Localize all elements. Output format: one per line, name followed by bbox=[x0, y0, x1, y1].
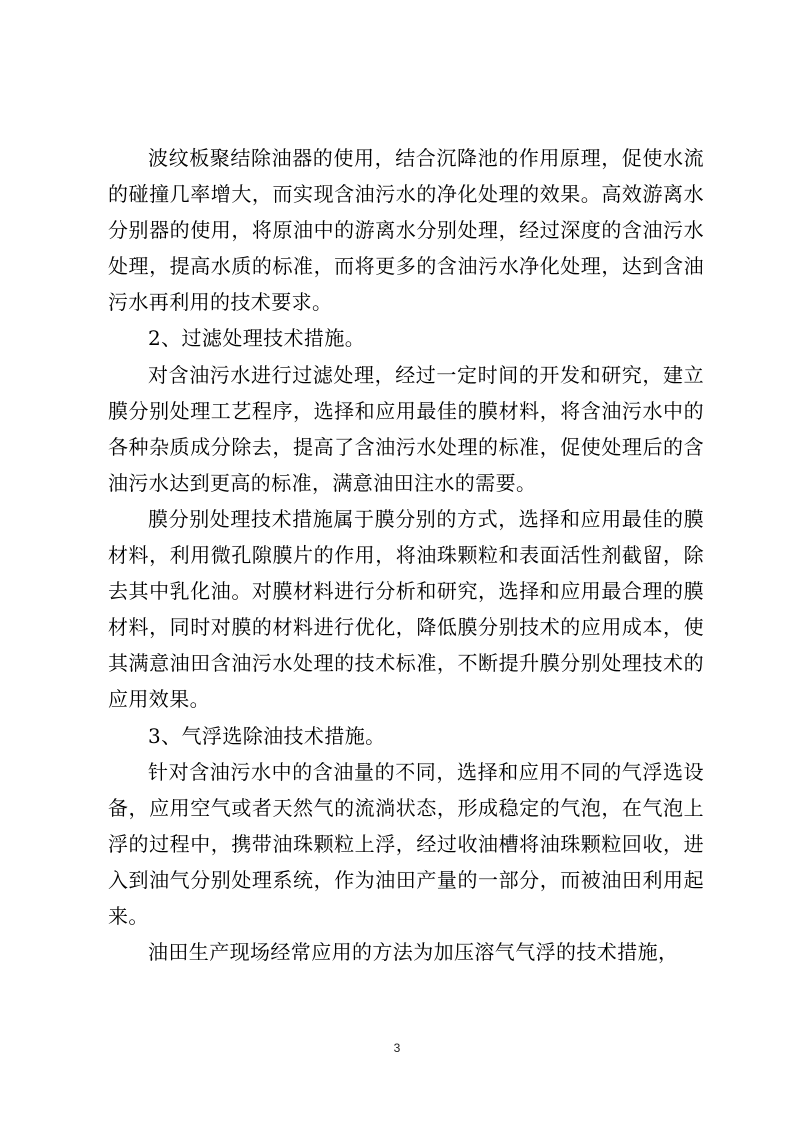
paragraph-flotation: 针对含油污水中的含油量的不同，选择和应用不同的气浮选设备，应用空气或者天然气的流淌状态，形成稳定的气泡，在气泡上浮的过程中，携带油珠颗粒上浮，经过收油槽将油珠颗粒回收，进入到油气分别处理系统，作为油田产量的一部分，而被油田利用起来。 bbox=[108, 759, 704, 928]
paragraph-pressurized-flotation: 油田生产现场经常应用的方法为加压溶气气浮的技术措施， bbox=[148, 940, 679, 965]
paragraph-membrane: 膜分别处理技术措施属于膜分别的方式，选择和应用最佳的膜材料，利用微孔隙膜片的作用，将油珠颗粒和表面活性剂截留，除去其中乳化油。对膜材料进行分析和研究，选择和应用最合理的膜材料，同时对膜的材料进行优化，降低膜分别技术的应用成本，使其满意油田含油污水处理的技术标准，不断提升膜分别处理技术的应用效果。 bbox=[108, 506, 704, 712]
heading-filtration: 2、过滤处理技术措施。 bbox=[148, 326, 366, 351]
page-number: 3 bbox=[393, 1041, 401, 1055]
heading-flotation: 3、气浮选除油技术措施。 bbox=[148, 723, 386, 748]
paragraph-coalescer: 波纹板聚结除油器的使用，结合沉降池的作用原理，促使水流的碰撞几率增大，而实现含油污水的净化处理的效果。高效游离水分别器的使用，将原油中的游离水分别处理，经过深度的含油污水处理，提高水质的标准，而将更多的含油污水净化处理，达到含油污水再利用的技术要求。 bbox=[108, 146, 704, 315]
paragraph-filtration: 对含油污水进行过滤处理，经过一定时间的开发和研究，建立膜分别处理工艺程序，选择和应用最佳的膜材料，将含油污水中的各种杂质成分除去，提高了含油污水处理的标准，促使处理后的含油污水达到更高的标准，满意油田注水的需要。 bbox=[108, 362, 704, 495]
body-text bbox=[108, 140, 704, 970]
